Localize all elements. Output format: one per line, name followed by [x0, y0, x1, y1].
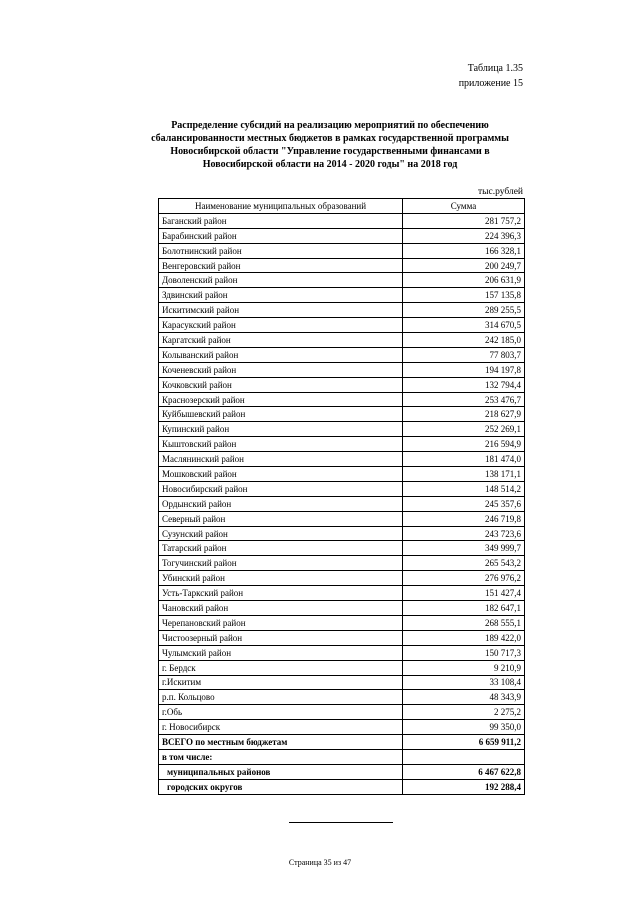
row-value: 289 255,5: [403, 303, 525, 318]
column-header-sum: Сумма: [403, 199, 525, 214]
row-name: муниципальных районов: [159, 764, 403, 779]
row-value: 6 467 622,8: [403, 764, 525, 779]
row-name: Кыштовский район: [159, 437, 403, 452]
table-row: [159, 318, 525, 333]
table-row: [159, 407, 525, 422]
row-value: 281 757,2: [403, 213, 525, 228]
row-name: г.Искитим: [159, 675, 403, 690]
table-row: [159, 213, 525, 228]
table-body: [159, 213, 525, 794]
row-value: 181 474,0: [403, 452, 525, 467]
row-value: 246 719,8: [403, 511, 525, 526]
row-name: Татарский район: [159, 541, 403, 556]
row-value: 268 555,1: [403, 615, 525, 630]
row-value: 252 269,1: [403, 422, 525, 437]
row-name: Коченевский район: [159, 362, 403, 377]
row-name: Болотнинский район: [159, 243, 403, 258]
table-row: [159, 258, 525, 273]
row-name: Северный район: [159, 511, 403, 526]
row-name: Купинский район: [159, 422, 403, 437]
table-row: [159, 362, 525, 377]
row-name: Мошковский район: [159, 467, 403, 482]
table-row: [159, 288, 525, 303]
row-value: 194 197,8: [403, 362, 525, 377]
table-row: [159, 556, 525, 571]
table-row: [159, 571, 525, 586]
row-name: городских округов: [159, 779, 403, 794]
table-row: [159, 779, 525, 794]
table-row: [159, 273, 525, 288]
table-row: [159, 377, 525, 392]
row-name: Маслянинский район: [159, 452, 403, 467]
row-name: Венгеровский район: [159, 258, 403, 273]
table-row: [159, 481, 525, 496]
table-row: [159, 526, 525, 541]
row-value: 138 171,1: [403, 467, 525, 482]
row-value: 166 328,1: [403, 243, 525, 258]
table-row: [159, 511, 525, 526]
row-value: 33 108,4: [403, 675, 525, 690]
row-value: 243 723,6: [403, 526, 525, 541]
row-value: 77 803,7: [403, 347, 525, 362]
table-row: [159, 228, 525, 243]
row-name: Колыванский район: [159, 347, 403, 362]
table-row: [159, 541, 525, 556]
table-row: [159, 615, 525, 630]
row-name: Чановский район: [159, 601, 403, 616]
table-row: [159, 347, 525, 362]
table-row: [159, 630, 525, 645]
table-row: [159, 705, 525, 720]
row-name: Баганский район: [159, 213, 403, 228]
table-row: [159, 675, 525, 690]
row-value: 182 647,1: [403, 601, 525, 616]
row-value: 242 185,0: [403, 333, 525, 348]
table-row: [159, 437, 525, 452]
row-value: 253 476,7: [403, 392, 525, 407]
row-name: в том числе:: [159, 749, 403, 764]
table-row: [159, 303, 525, 318]
row-value: 200 249,7: [403, 258, 525, 273]
row-value: 157 135,8: [403, 288, 525, 303]
row-value: 192 288,4: [403, 779, 525, 794]
footer-divider: [289, 822, 393, 823]
row-name: Чистоозерный район: [159, 630, 403, 645]
row-name: Новосибирский район: [159, 481, 403, 496]
row-value: 276 976,2: [403, 571, 525, 586]
table-header-row: [159, 199, 525, 214]
table-row: [159, 601, 525, 616]
row-name: Ордынский район: [159, 496, 403, 511]
table-row: [159, 243, 525, 258]
table-row: [159, 690, 525, 705]
row-value: 218 627,9: [403, 407, 525, 422]
row-value: [403, 749, 525, 764]
document-title: Распределение субсидий на реализацию мероприятий по обеспечению сбалансированности местных бюджетов в рамках государственной программы Новосибирской области "Управление государственными финансами в Новосибирской области на 2014 - 2020 годы" на 2018 год: [151, 120, 509, 170]
row-value: 132 794,4: [403, 377, 525, 392]
units-label: тыс.рублей: [477, 187, 523, 197]
row-name: Каргатский район: [159, 333, 403, 348]
table-row: [159, 452, 525, 467]
row-value: 245 357,6: [403, 496, 525, 511]
row-value: 189 422,0: [403, 630, 525, 645]
table-row: [159, 660, 525, 675]
subsidy-table: [158, 198, 525, 795]
row-name: Краснозерский район: [159, 392, 403, 407]
row-name: Чулымский район: [159, 645, 403, 660]
table-row: [159, 392, 525, 407]
row-name: Сузунский район: [159, 526, 403, 541]
row-value: 6 659 911,2: [403, 735, 525, 750]
row-name: Карасукский район: [159, 318, 403, 333]
row-value: 206 631,9: [403, 273, 525, 288]
table-row: [159, 333, 525, 348]
row-name: г. Бердск: [159, 660, 403, 675]
table-row: [159, 720, 525, 735]
table-row: [159, 764, 525, 779]
row-name: р.п. Кольцово: [159, 690, 403, 705]
row-name: Куйбышевский район: [159, 407, 403, 422]
row-value: 216 594,9: [403, 437, 525, 452]
table-row: [159, 735, 525, 750]
table-row: [159, 586, 525, 601]
appendix-label: приложение 15: [458, 78, 523, 89]
table-row: [159, 645, 525, 660]
column-header-name: Наименование муниципальных образований: [159, 199, 403, 214]
row-name: Тогучинский район: [159, 556, 403, 571]
row-value: 349 999,7: [403, 541, 525, 556]
row-value: 150 717,3: [403, 645, 525, 660]
row-value: 9 210,9: [403, 660, 525, 675]
row-value: 151 427,4: [403, 586, 525, 601]
row-name: Черепановский район: [159, 615, 403, 630]
row-name: Искитимский район: [159, 303, 403, 318]
table-row: [159, 496, 525, 511]
row-value: 265 543,2: [403, 556, 525, 571]
row-name: Барабинский район: [159, 228, 403, 243]
table-number: Таблица 1.35: [467, 63, 523, 74]
page-number: Страница 35 из 47: [288, 858, 352, 867]
table-row: [159, 467, 525, 482]
row-value: 224 396,3: [403, 228, 525, 243]
row-value: 314 670,5: [403, 318, 525, 333]
row-name: г. Новосибирск: [159, 720, 403, 735]
row-name: Здвинский район: [159, 288, 403, 303]
row-value: 99 350,0: [403, 720, 525, 735]
row-name: ВСЕГО по местным бюджетам: [159, 735, 403, 750]
row-name: Кочковский район: [159, 377, 403, 392]
table-row: [159, 422, 525, 437]
row-value: 2 275,2: [403, 705, 525, 720]
row-value: 148 514,2: [403, 481, 525, 496]
row-value: 48 343,9: [403, 690, 525, 705]
row-name: г.Обь: [159, 705, 403, 720]
table-row: [159, 749, 525, 764]
row-name: Доволенский район: [159, 273, 403, 288]
row-name: Усть-Таркский район: [159, 586, 403, 601]
row-name: Убинский район: [159, 571, 403, 586]
